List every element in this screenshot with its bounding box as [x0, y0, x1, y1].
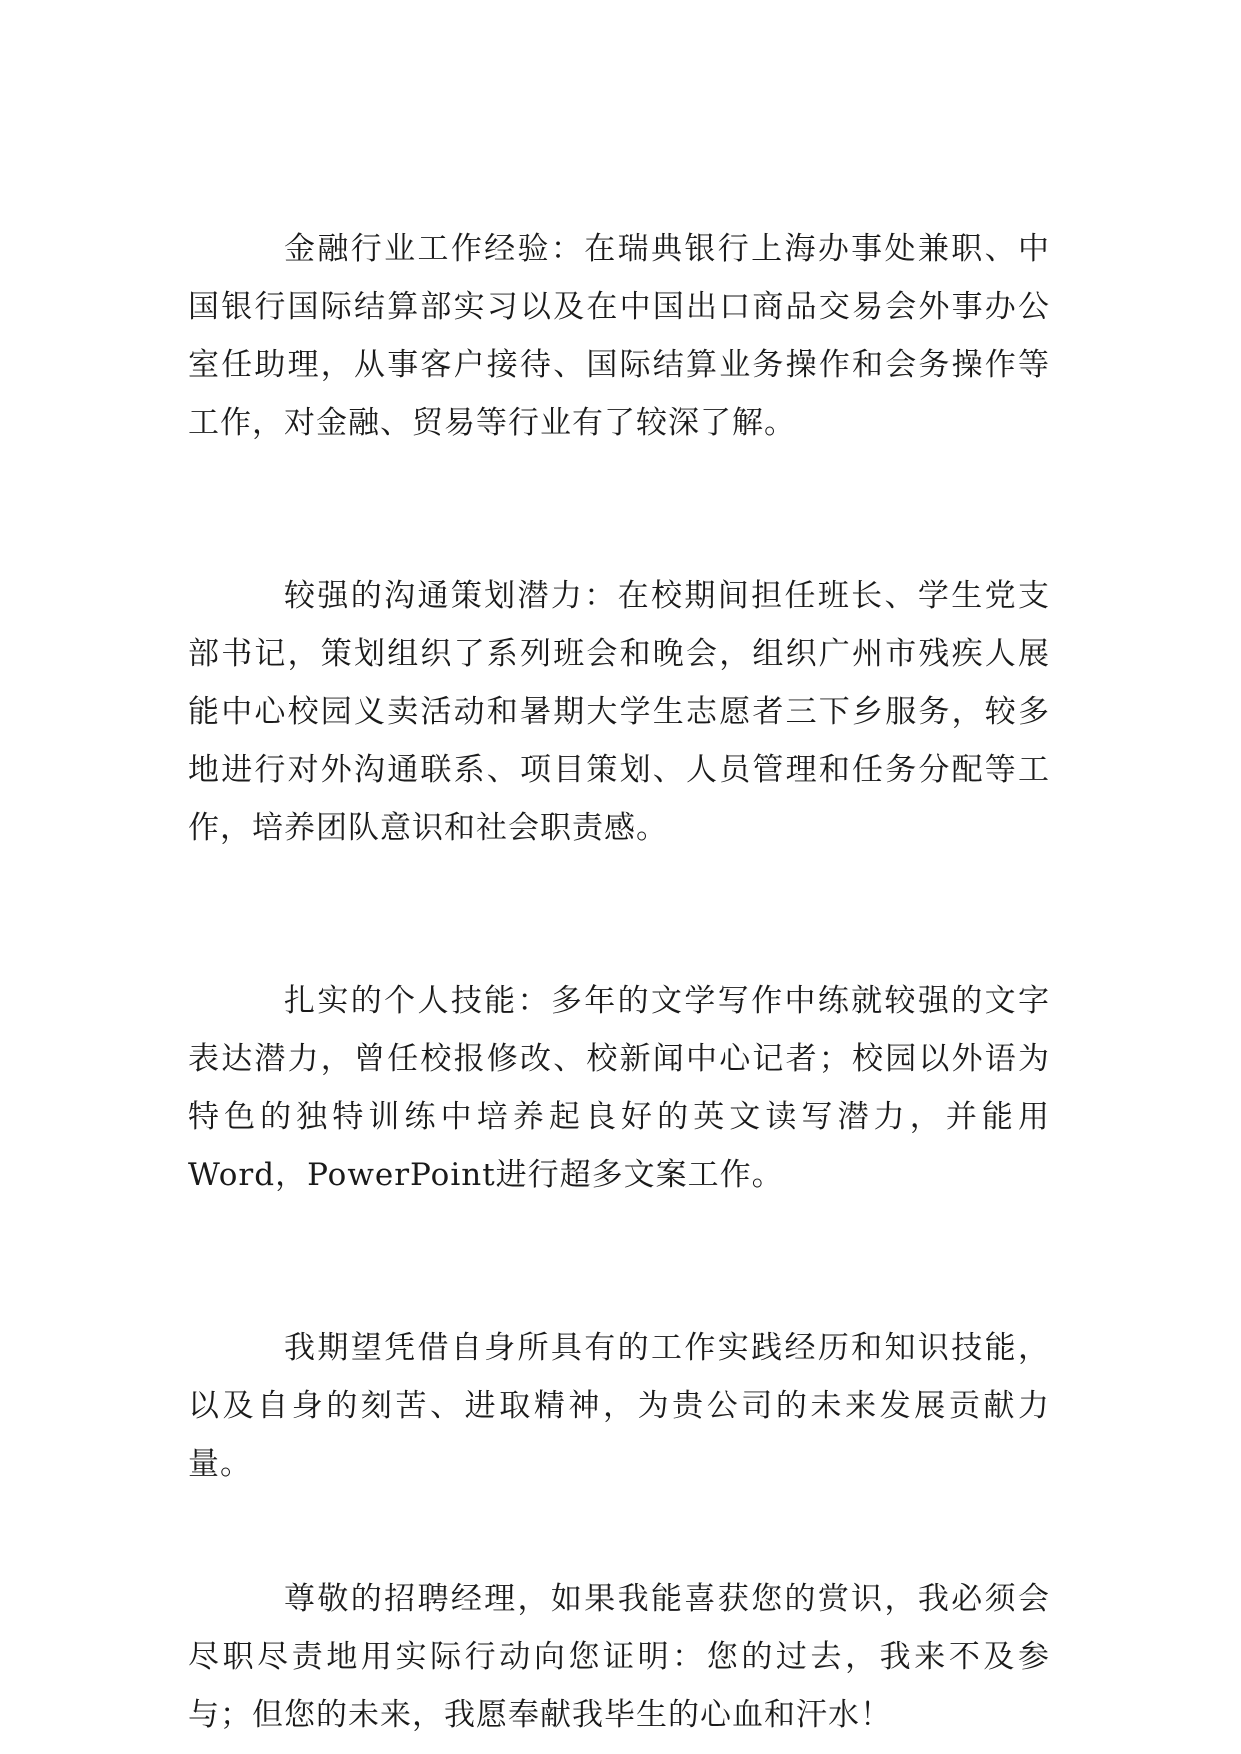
paragraph-spacer [188, 857, 1050, 972]
paragraph-spacer [188, 452, 1050, 567]
document-body [188, 220, 1050, 1744]
paragraph-closing: 尊敬的招聘经理，如果我能喜获您的赏识，我必须会尽职尽责地用实际行动向您证明：您的过去，我来不及参与；但您的未来，我愿奉献我毕生的心血和汗水！ [188, 1581, 1050, 1733]
paragraph-spacer [188, 1493, 1050, 1570]
paragraph-spacer [188, 1204, 1050, 1319]
paragraph-aspiration: 我期望凭借自身所具有的工作实践经历和知识技能，以及自身的刻苦、进取精神，为贵公司的未来发展贡献力量。 [188, 1330, 1050, 1482]
paragraph-communication-skills: 较强的沟通策划潜力：在校期间担任班长、学生党支部书记，策划组织了系列班会和晚会，组织广州市残疾人展能中心校园义卖活动和暑期大学生志愿者三下乡服务，较多地进行对外沟通联系、项目策划、人员管理和任务分配等工作，培养团队意识和社会职责感。 [188, 578, 1050, 846]
paragraph-finance-experience: 金融行业工作经验：在瑞典银行上海办事处兼职、中国银行国际结算部实习以及在中国出口商品交易会外事办公室任助理，从事客户接待、国际结算业务操作和会务操作等工作，对金融、贸易等行业有了较深了解。 [188, 231, 1050, 441]
paragraph-personal-skills: 扎实的个人技能：多年的文学写作中练就较强的文字表达潜力，曾任校报修改、校新闻中心记者；校园以外语为特色的独特训练中培养起良好的英文读写潜力，并能用Word，PowerPoint进行超多文案工作。 [188, 983, 1050, 1193]
